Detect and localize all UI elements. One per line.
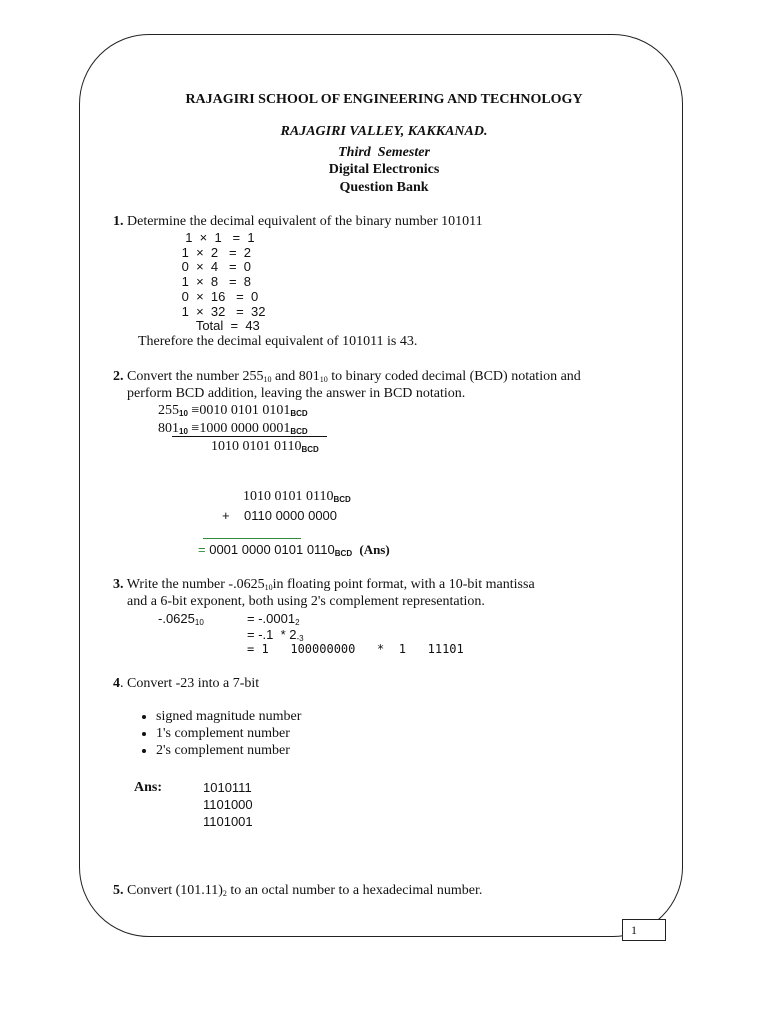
bcd-subscript: BCD [301,445,319,454]
question-4 [113,676,259,692]
q3-subscript: 10 [194,618,204,627]
document-type: Question Bank [339,180,429,195]
q2-bcd-row-255 [158,403,308,419]
q1-calc-row: 1 × 32 = 32 [178,303,266,319]
q2-text-part: to binary coded decimal (BCD) notation and [327,369,581,384]
bcd-subscript: BCD [334,549,353,558]
question-1 [113,214,483,230]
q1-calc-row: 1 × 1 = 1 [178,230,255,245]
equivalence-symbol: ≡ [191,403,200,418]
school-location: RAJAGIRI VALLEY, KAKKANAD. [280,124,488,139]
q3-value: = -.1 * 2 [247,627,297,642]
question-4-text: . Convert -23 into a 7-bit [120,676,260,691]
q2-bcd-row-801 [158,421,308,437]
q2-subscript: 10 [179,409,188,418]
question-5 [113,883,482,899]
q2-text-part: Convert the number 255 [123,369,264,384]
answer-line: 1010111 [203,780,252,795]
q3-subscript: 2 [295,618,300,627]
question-2-number: 2. [113,369,124,384]
q3-row-1 [247,611,300,627]
q5-text-part: Convert (101.11) [123,883,223,898]
bcd-subscript: BCD [290,427,308,436]
bcd-subscript: BCD [333,495,351,504]
q1-calculation [178,231,265,334]
question-2 [113,369,581,385]
list-item: • 2's complement number [156,742,301,759]
school-title: RAJAGIRI SCHOOL OF ENGINEERING AND TECHNOLOGY [185,92,583,107]
question-3-line2: and a 6-bit exponent, both using 2's complement representation. [127,594,485,609]
q2-bits: 0010 0101 0101 [199,403,291,418]
q2-subscript: 10 [179,427,188,436]
q2-addition-line2: 0110 0000 0000 [244,508,338,523]
subject-title: Digital Electronics [328,162,440,177]
q2-subscript: 10 [263,375,272,384]
q3-text-part: Write the number -.0625 [123,577,265,592]
page-number: 1 [631,923,637,937]
q5-text-part: to an octal number to a hexadecimal number. [226,883,483,898]
answer-line: 1101001 [203,814,253,829]
list-item: • 1's complement number [156,725,301,742]
q2-result [198,542,390,558]
q1-calc-row: Total = 43 [178,318,260,334]
page-number-box [622,919,666,941]
q4-options-list [134,708,301,759]
q2-subscript: 10 [319,375,328,384]
q3-text-part: in floating point format, with a 10-bit mantissa [272,577,535,592]
q2-bits: 0001 0000 0101 0110 [209,542,335,557]
answer-line: 1101000 [203,797,253,812]
equivalence-symbol: ≡ [191,421,200,436]
q2-bits: 1010 0101 0110 [211,439,302,454]
q3-subscript: -3 [296,634,304,643]
question-3 [113,577,535,593]
q4-answer-label: Ans: [134,780,163,795]
question-3-number: 3. [113,577,124,592]
q2-addition-line1 [243,489,351,505]
q2-text-part: and 801 [271,369,320,384]
bcd-subscript: BCD [290,409,308,418]
q4-answers [203,779,253,830]
q3-value: = -.0001 [247,611,296,626]
q1-conclusion: Therefore the decimal equivalent of 101011 is 43. [138,334,418,349]
q1-calc-row: 1 × 8 = 8 [178,274,251,290]
q2-bits: 1000 0000 0001 [199,421,291,436]
question-1-text: Determine the decimal equivalent of the binary number 101011 [123,214,483,229]
equals-sign: = [198,542,206,557]
answer-marker: (Ans) [359,542,390,557]
q1-calc-row: 1 × 2 = 2 [178,244,251,260]
q3-subscript: 10 [264,583,273,592]
q1-calc-row: 0 × 16 = 0 [178,288,259,304]
q2-addition-plus: + [222,508,230,523]
q1-calc-row: 0 × 4 = 0 [178,259,251,275]
question-1-number: 1. [113,214,124,229]
q2-number: 255 [158,403,179,418]
q2-bits: 1010 0101 0110 [243,489,334,504]
q3-row-left [158,611,204,627]
list-item: • signed magnitude number [156,708,301,725]
q3-row-3: = 1 100000000 * 1 11101 [247,642,464,656]
q2-number: 801 [158,421,179,436]
question-5-number: 5. [113,883,124,898]
q2-bcd-sum [211,439,319,455]
q2-sum-rule [172,436,327,437]
q5-subscript: 2 [222,889,227,898]
q3-row-2 [247,627,304,643]
q2-result-rule [203,538,301,539]
semester-label: Third Semester [338,145,430,160]
question-4-number: 4 [113,676,120,691]
q3-value: -.0625 [158,611,195,626]
question-2-line2: perform BCD addition, leaving the answer in BCD notation. [127,386,466,401]
